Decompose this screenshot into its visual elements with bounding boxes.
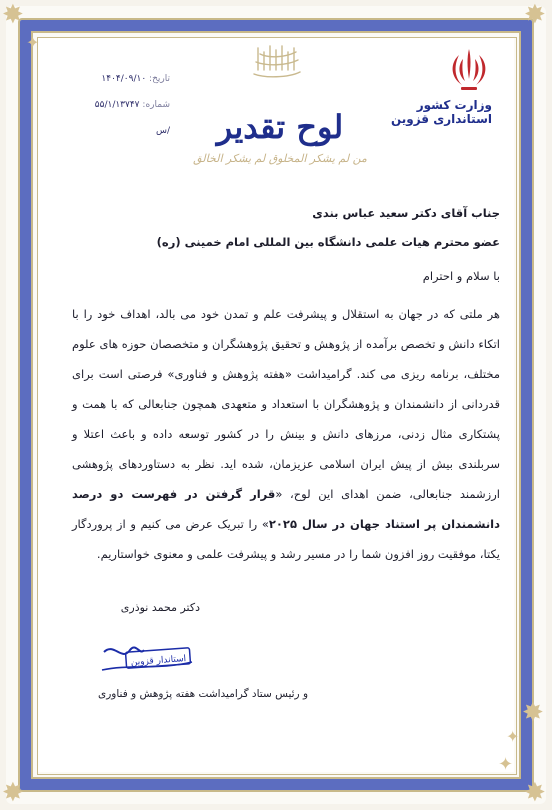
corner-ornament-icon: ✸ xyxy=(524,778,546,808)
certificate-title: لوح تقدیر xyxy=(216,108,344,146)
date-label: تاریخ: xyxy=(149,74,170,84)
paragraph-highlight: قرار گرفتن در فهرست دو درصد دانشمندان پر استناد جهان در سال ۲۰۲۵ xyxy=(72,487,500,531)
stamp-text: استاندار قزوین xyxy=(130,654,187,668)
bismillah-calligraphy xyxy=(248,40,306,84)
signature-stamp xyxy=(100,640,196,674)
greeting: با سلام و احترام xyxy=(422,269,500,283)
date-value: ۱۴۰۴/۰۹/۱۰ xyxy=(101,74,147,84)
paragraph-closing: را تبریک عرض می کنیم و از پروردگار یکتا، موفقیت روز افزون شما را در مسیر رشد و پیشرفت علمی و معنوی خواستاریم. xyxy=(72,517,500,561)
corner-ornament-icon: ✸ xyxy=(522,698,544,728)
ministry-name xyxy=(391,98,492,126)
recipient-name: جناب آقای دکتر سعید عباس بندی xyxy=(312,206,500,220)
hadith-subtitle: من لم یشکر المخلوق لم یشکر الخالق xyxy=(193,152,367,165)
corner-ornament-icon: ✦ xyxy=(506,727,520,746)
number-row xyxy=(90,92,170,144)
iran-emblem-icon xyxy=(440,45,498,95)
corner-ornament-icon: ✦ xyxy=(498,754,514,775)
corner-ornament-icon: ✸ xyxy=(2,778,24,808)
corner-ornament-icon: ✸ xyxy=(524,0,546,30)
ministry-line-1: وزارت کشور xyxy=(416,98,492,112)
letter-metadata xyxy=(90,66,170,144)
number-value: ۵۵/۱/۱۳۷۴۷ /س xyxy=(94,100,170,136)
signatory-name: دکتر محمد نوذری xyxy=(120,601,200,614)
corner-ornament-icon: ✦ xyxy=(26,33,40,52)
paragraph-text: هر ملتی که در جهان به استقلال و پیشرفت علم و تمدن خود می بالد، اهداف خود را با اتکاء دانش و تخصص برآمده از پژوهش و تحقیق پژوهشگران و متخصصان حوزه های علوم مختلف، برنامه ریزی می کند. گرامیداشت «هفته پژوهش و فناوری» فرصتی است برای قدردانی از دانشمندان و پژوهشگران با استعداد و متعهدی همچون جنابعالی که با همت و پشتکاری مثال زدنی، مرزهای دانش و بینش را در کشور توسعه داده و باعث اعتلا و سربلندی بیش از پیش ایران اسلامی عزیزمان، شده اید. نظر به دستاوردهای پژوهشی ارزشمند جنابعالی، ضمن اهدای این لوح، xyxy=(72,307,500,501)
letter-body xyxy=(72,206,500,569)
ministry-line-2: استانداری قزوین xyxy=(390,112,492,126)
number-label: شماره: xyxy=(142,100,170,110)
date-row xyxy=(90,66,170,92)
letter-paragraph: هر ملتی که در جهان به استقلال و پیشرفت علم و تمدن خود می بالد، اهداف خود را با اتکاء دانش و تخصص برآمده از پژوهش و تحقیق پژوهشگران و متخصصان حوزه های علوم مختلف، برنامه ریزی می کند. گرامیداشت «هفته پژوهش و فناوری» فرصتی است برای قدردانی از دانشمندان و پژوهشگران با استعداد و متعهدی همچون جنابعالی که با همت و پشتکاری مثال زدنی، مرزهای دانش و بینش را در کشور توسعه داده و باعث اعتلا و سربلندی بیش از پیش ایران اسلامی عزیزمان، شده اید. نظر به دستاوردهای پژوهشی ارزشمند جنابعالی، ضمن اهدای این لوح، «قرار گرفتن در فهرست دو درصد دانشمندان پر استناد جهان در سال ۲۰۲۵» را تبریک عرض می کنیم و از پروردگار یکتا، موفقیت روز افزون شما را در مسیر رشد و پیشرفت علمی و معنوی خواستاریم. xyxy=(72,307,500,561)
corner-ornament-icon: ✸ xyxy=(2,0,24,30)
recipient-position: عضو محترم هیات علمی دانشگاه بین المللی امام خمینی (ره) xyxy=(156,235,500,249)
signatory-role: و رئیس ستاد گرامیداشت هفته پژوهش و فناوری xyxy=(98,688,309,700)
